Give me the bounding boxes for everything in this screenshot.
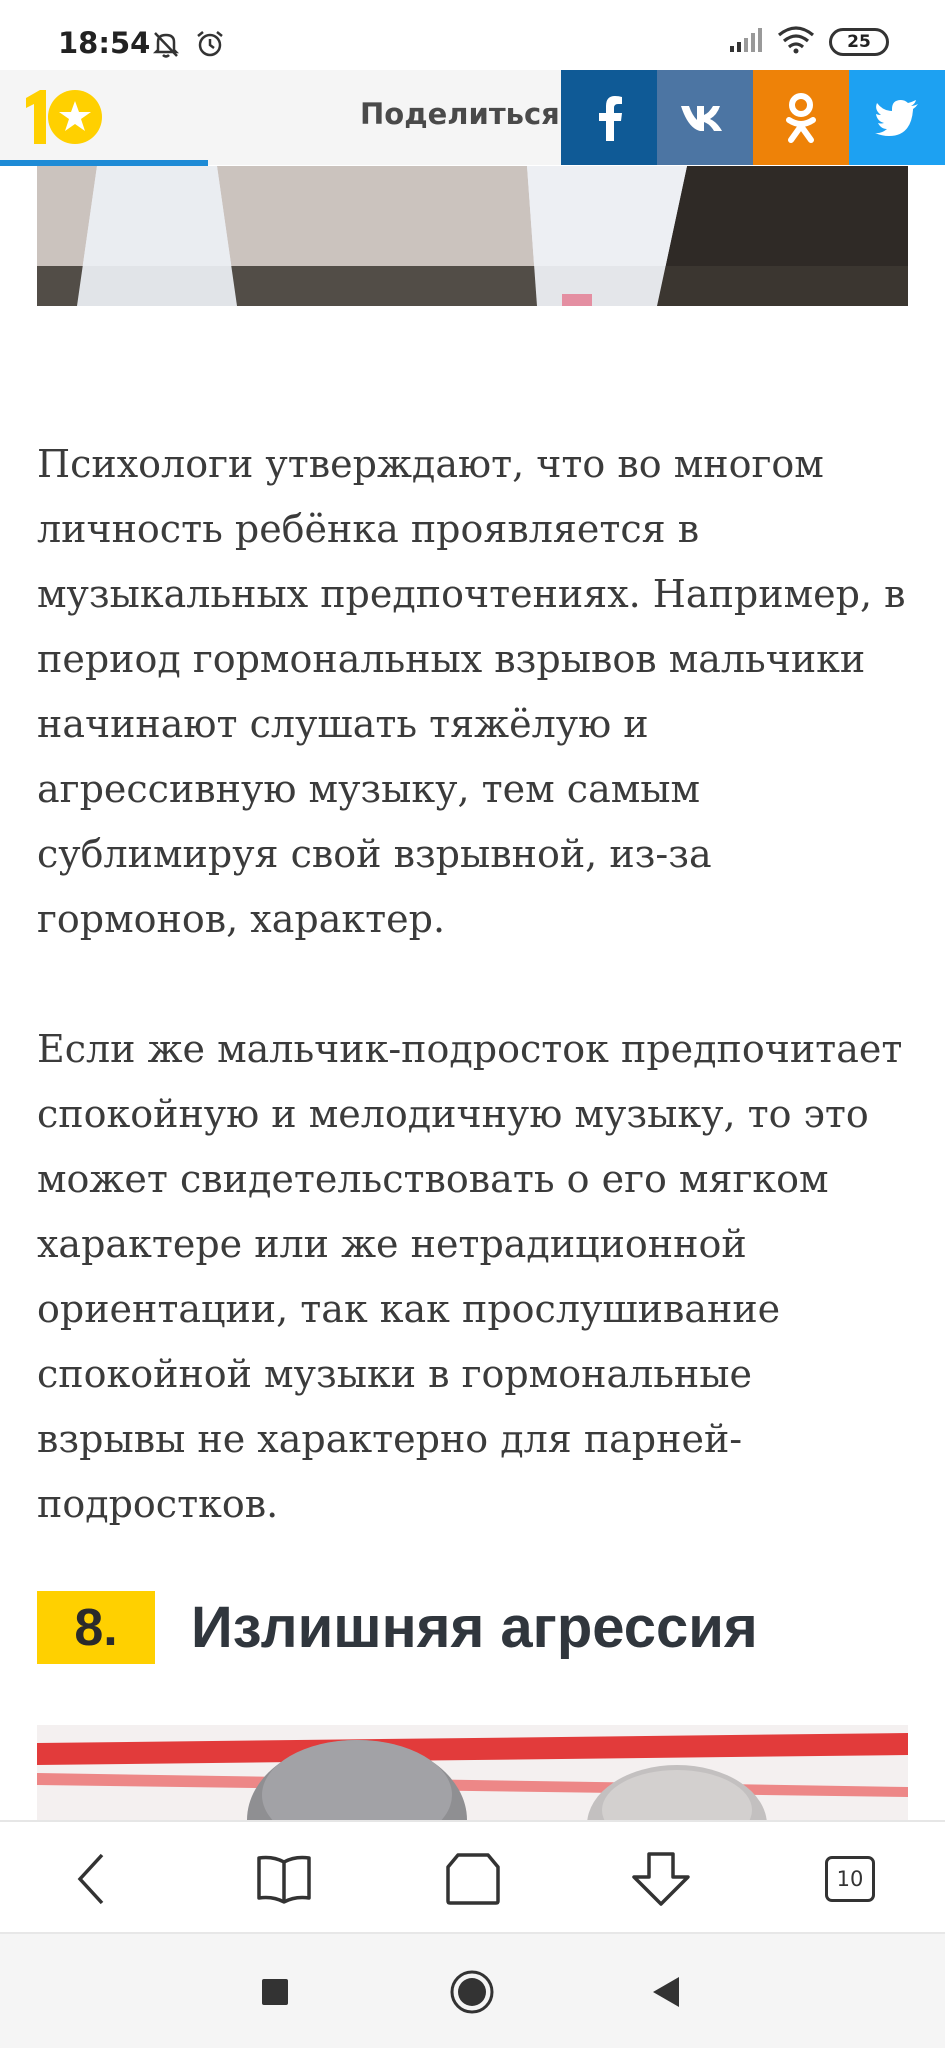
odnoklassniki-share-button[interactable]	[753, 70, 849, 165]
system-navigation-bar	[0, 1932, 945, 2048]
site-logo[interactable]	[22, 88, 104, 146]
download-icon[interactable]	[626, 1844, 696, 1914]
wifi-icon	[777, 26, 815, 58]
odnoklassniki-icon	[784, 92, 818, 144]
browser-toolbar	[0, 1820, 945, 1932]
bell-off-icon	[150, 28, 182, 64]
system-home-icon[interactable]	[442, 1962, 502, 2022]
section-image	[37, 1725, 908, 1820]
vk-share-button[interactable]	[657, 70, 753, 165]
twitter-icon	[875, 100, 919, 136]
article-image	[37, 166, 908, 306]
status-time: 18:54	[58, 26, 151, 60]
tab-count: 10	[825, 1856, 875, 1902]
site-header	[0, 70, 945, 165]
article-paragraph: Если же мальчик-подросток предпочитает спокойную и мелодичную музыку, то это может свидетельствовать о его мягком характере или же нетрадиционной ориентации, так как прослушивание спокойной музыки в гормональные взрывы не характерно для парней-подростков.	[37, 1027, 903, 1526]
section-heading	[37, 1590, 758, 1665]
alarm-icon	[194, 28, 226, 64]
home-icon[interactable]	[438, 1844, 508, 1914]
facebook-icon	[592, 95, 626, 141]
twitter-share-button[interactable]	[849, 70, 945, 165]
section-title: Излишняя агрессия	[191, 1595, 758, 1660]
share-label: Поделиться	[360, 97, 560, 131]
vk-icon	[679, 103, 731, 133]
system-back-icon[interactable]	[636, 1962, 696, 2022]
recents-icon[interactable]	[245, 1962, 305, 2022]
signal-icon	[729, 27, 763, 57]
tabs-icon[interactable]	[815, 1844, 885, 1914]
facebook-share-button[interactable]	[561, 70, 657, 165]
bookmarks-icon[interactable]	[249, 1844, 319, 1914]
article-paragraph: Психологи утверждают, что во многом личность ребёнка проявляется в музыкальных предпочтениях. Например, в период гормональных взрывов мальчики начинают слушать тяжёлую и агрессивную музыку, тем самым сублимируя свой взрывной, из-за гормонов, характер.	[37, 442, 906, 941]
section-number: 8.	[37, 1591, 155, 1664]
battery-icon: 25	[829, 28, 889, 56]
article-body	[37, 432, 907, 1602]
back-icon[interactable]	[57, 1844, 127, 1914]
